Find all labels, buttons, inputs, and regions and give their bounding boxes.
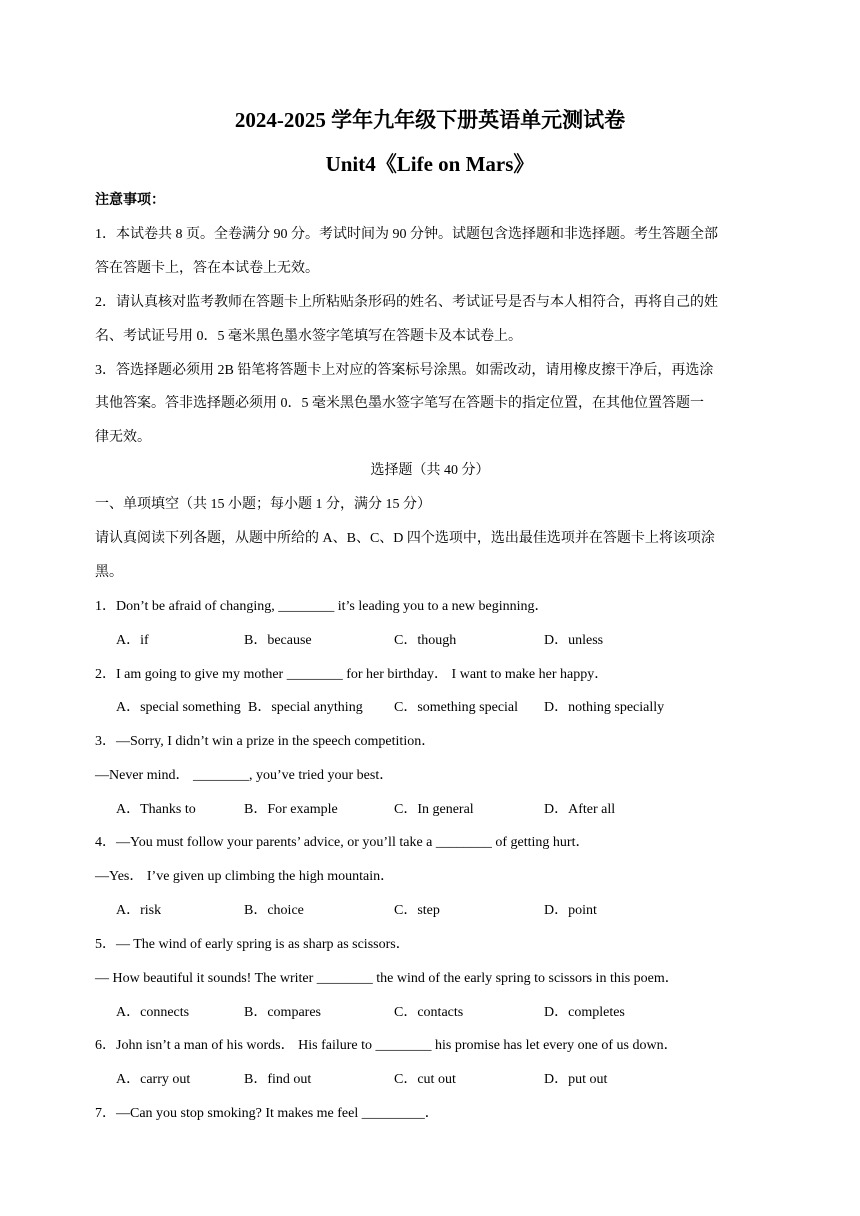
option-b: B．find out xyxy=(244,1072,312,1087)
notice-line: 3．答选择题必须用 2B 铅笔将答题卡上对应的答案标号涂黑。如需改动，请用橡皮擦干净后，再选涂 xyxy=(95,363,714,378)
option-a: A．special something xyxy=(116,700,241,715)
option-d: D．unless xyxy=(544,633,604,648)
notice-line: 答在答题卡上，答在本试卷上无效。 xyxy=(95,261,319,276)
part-instruction: 黑。 xyxy=(95,565,123,580)
question-stem: 4．—You must follow your parents’ advice, or you’ll take a ________ of getting hurt． xyxy=(95,835,590,850)
notice-line: 其他答案。答非选择题必须用 0．5 毫米黑色墨水签字笔写在答题卡的指定位置，在其他位置答题一 xyxy=(95,396,704,411)
question-stem: — How beautiful it sounds! The writer ________ the wind of the early spring to scissors in this poem． xyxy=(95,971,679,986)
question-stem: 5．— The wind of early spring is as sharp as scissors． xyxy=(95,937,410,952)
exam-title: 2024-2025 学年九年级下册英语单元测试卷 xyxy=(234,108,626,132)
option-d: D．point xyxy=(544,903,597,918)
option-b: B．For example xyxy=(244,802,338,817)
option-c: C．In general xyxy=(394,802,474,817)
option-b: B．special anything xyxy=(248,700,363,715)
notice-line: 律无效。 xyxy=(95,430,151,445)
exam-subtitle: Unit4《Life on Mars》 xyxy=(325,152,535,176)
question-stem: 7．—Can you stop smoking? It makes me feel _________． xyxy=(95,1106,439,1121)
option-a: A．carry out xyxy=(116,1072,191,1087)
option-d: D．nothing specially xyxy=(544,700,665,715)
question-stem: —Yes． I’ve given up climbing the high mountain． xyxy=(95,869,395,884)
option-d: D．put out xyxy=(544,1072,608,1087)
question-stem: 2．I am going to give my mother ________ for her birthday． I want to make her happy． xyxy=(95,667,609,682)
option-c: C．cut out xyxy=(394,1072,456,1087)
question-stem: 3．—Sorry, I didn’t win a prize in the speech competition． xyxy=(95,734,436,749)
option-b: B．choice xyxy=(244,903,304,918)
notice-line: 2．请认真核对监考教师在答题卡上所粘贴条形码的姓名、考试证号是否与本人相符合，再将自己的姓 xyxy=(95,295,718,310)
option-b: B．because xyxy=(244,633,312,648)
notice-line: 名、考试证号用 0．5 毫米黑色墨水签字笔填写在答题卡及本试卷上。 xyxy=(95,329,522,344)
option-c: C．step xyxy=(394,903,440,918)
option-d: D．After all xyxy=(544,802,616,817)
option-d: D．completes xyxy=(544,1005,625,1020)
question-stem: 1．Don’t be afraid of changing, ________ it’s leading you to a new beginning． xyxy=(95,599,549,614)
question-stem: —Never mind． ________, you’ve tried your best． xyxy=(95,768,394,783)
option-a: A．if xyxy=(116,633,149,648)
option-c: C．though xyxy=(394,633,457,648)
notice-line: 1．本试卷共 8 页。全卷满分 90 分。考试时间为 90 分钟。试题包含选择题和非选择题。考生答题全部 xyxy=(95,227,718,242)
notice-heading: 注意事项： xyxy=(95,193,165,208)
option-c: C．something special xyxy=(394,700,519,715)
option-a: A．connects xyxy=(116,1005,190,1020)
option-b: B．compares xyxy=(244,1005,321,1020)
part-instruction: 请认真阅读下列各题，从题中所给的 A、B、C、D 四个选项中，选出最佳选项并在答题卡上将该项涂 xyxy=(95,531,715,546)
part-heading: 一、单项填空（共 15 小题；每小题 1 分，满分 15 分） xyxy=(95,497,431,512)
section-title: 选择题（共 40 分） xyxy=(370,463,490,478)
option-a: A．Thanks to xyxy=(116,802,196,817)
option-a: A．risk xyxy=(116,903,162,918)
option-c: C．contacts xyxy=(394,1005,464,1020)
question-stem: 6．John isn’t a man of his words． His failure to ________ his promise has let every one of us down． xyxy=(95,1038,678,1053)
